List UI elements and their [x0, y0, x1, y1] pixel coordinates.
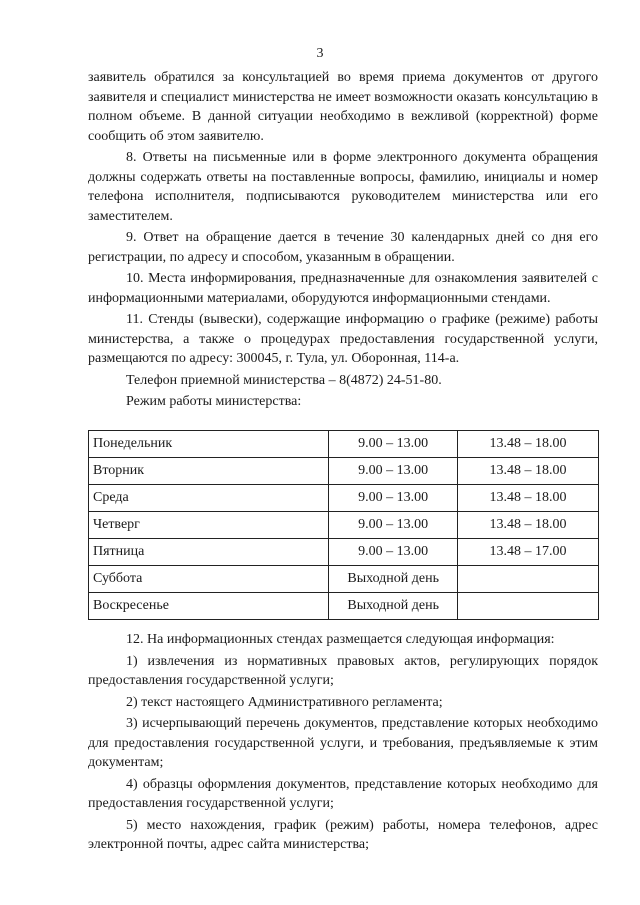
afternoon-hours-cell: 13.48 – 18.00	[458, 458, 599, 485]
day-cell: Воскресенье	[89, 593, 329, 620]
morning-hours-cell: 9.00 – 13.00	[329, 539, 458, 566]
paragraph: 8. Ответы на письменные или в форме электронного документа обращения должны содержать ответы на поставленные вопросы, фамилию, инициалы и номер телефона исполнителя, подписываются руководителем министерства или его заместителем.	[88, 150, 598, 224]
page-number: 3	[316, 46, 324, 61]
table-row	[89, 566, 599, 593]
day-cell: Пятница	[89, 539, 329, 566]
table-row	[89, 593, 599, 620]
paragraph: 11. Стенды (вывески), содержащие информацию о графике (режиме) работы министерства, а также о процедурах предоставления государственной услуги, размещаются по адресу: 300045, г. Тула, ул. Оборонная, 114-а.	[88, 312, 598, 366]
afternoon-hours-cell	[458, 593, 599, 620]
afternoon-hours-cell: 13.48 – 17.00	[458, 539, 599, 566]
schedule-caption: Режим работы министерства:	[126, 394, 302, 409]
table-row	[89, 539, 599, 566]
paragraph: 12. На информационных стендах размещается следующая информация:	[126, 632, 555, 647]
day-cell: Суббота	[89, 566, 329, 593]
list-item: 4) образцы оформления документов, представление которых необходимо для предоставления государственной услуги;	[88, 776, 598, 811]
body-text-top	[88, 68, 598, 412]
schedule-table	[88, 430, 599, 620]
morning-hours-cell: Выходной день	[329, 566, 458, 593]
afternoon-hours-cell: 13.48 – 18.00	[458, 512, 599, 539]
afternoon-hours-cell: 13.48 – 18.00	[458, 485, 599, 512]
table-row	[89, 431, 599, 458]
morning-hours-cell: 9.00 – 13.00	[329, 431, 458, 458]
day-cell: Понедельник	[89, 431, 329, 458]
day-cell: Вторник	[89, 458, 329, 485]
list-item: 3) исчерпывающий перечень документов, представление которых необходимо для предоставления государственной услуги, и требования, предъявляемые к этим документам;	[88, 716, 598, 770]
table-row	[89, 512, 599, 539]
morning-hours-cell: 9.00 – 13.00	[329, 512, 458, 539]
morning-hours-cell: 9.00 – 13.00	[329, 485, 458, 512]
day-cell: Четверг	[89, 512, 329, 539]
morning-hours-cell: Выходной день	[329, 593, 458, 620]
list-item: 2) текст настоящего Административного регламента;	[126, 694, 443, 710]
phone-line: Телефон приемной министерства – 8(4872) 24-51-80.	[126, 372, 442, 388]
table-row	[89, 485, 599, 512]
morning-hours-cell: 9.00 – 13.00	[329, 458, 458, 485]
afternoon-hours-cell: 13.48 – 18.00	[458, 431, 599, 458]
list-item: 5) место нахождения, график (режим) работы, номера телефонов, адрес электронной почты, адрес сайта министерства;	[88, 817, 598, 852]
table-row	[89, 458, 599, 485]
list-item: 1) извлечения из нормативных правовых актов, регулирующих порядок предоставления государственной услуги;	[88, 653, 598, 688]
paragraph: 10. Места информирования, предназначенные для ознакомления заявителей с информационными материалами, оборудуются информационными стендами.	[88, 271, 598, 306]
body-text-bottom	[88, 630, 598, 855]
paragraph: заявитель обратился за консультацией во время приема документов от другого заявителя и специалист министерства не имеет возможности оказать консультацию в полном объеме. В данной ситуации необходимо в вежливой (корректной) форме сообщить об этом заявителю.	[88, 70, 598, 144]
day-cell: Среда	[89, 485, 329, 512]
paragraph: 9. Ответ на обращение дается в течение 30 календарных дней со дня его регистрации, по адресу и способом, указанным в обращении.	[88, 230, 598, 265]
afternoon-hours-cell	[458, 566, 599, 593]
